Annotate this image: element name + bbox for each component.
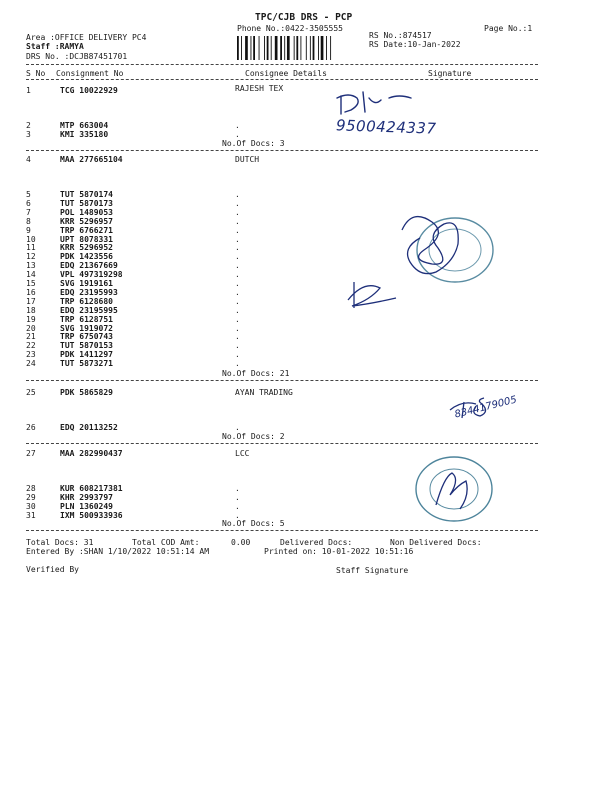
row-sno: 23 [26, 350, 36, 360]
row-sno: 4 [26, 155, 31, 164]
stamp-lcc [408, 455, 498, 525]
consignment-number: KUR 608217381 [60, 484, 123, 493]
rs-number: RS No.:874517 [369, 31, 432, 40]
verified-by: Verified By [26, 565, 79, 574]
consignment-number: EDQ 21367669 [60, 261, 118, 271]
divider [26, 150, 538, 151]
divider [26, 79, 538, 80]
dot-marker: . [235, 484, 240, 493]
barcode [237, 36, 359, 60]
consignment-number: KRR 5296952 [60, 243, 113, 253]
consignment-number: TUT 5873271 [60, 359, 113, 369]
consignment-number: TCG 10022929 [60, 86, 118, 95]
dot-marker: . [235, 261, 240, 271]
total-docs: Total Docs: 31 [26, 538, 94, 547]
column-header-consignment: Consignment No [56, 69, 124, 78]
drs-number: DRS No. :DCJB87451701 [26, 52, 128, 61]
total-cod-value: 0.00 [231, 538, 251, 547]
dot-marker: . [235, 359, 240, 369]
dot-marker: . [235, 234, 240, 244]
dot-marker: . [235, 493, 240, 502]
consignee-name: RAJESH TEX [235, 84, 284, 93]
dot-marker: . [235, 190, 240, 199]
row-sno: 7 [26, 207, 31, 217]
entered-by: Entered By :SHAN 1/10/2022 10:51:14 AM [26, 547, 210, 556]
dot-marker: . [235, 270, 240, 280]
dot-marker: . [235, 323, 240, 333]
handwritten-phone: 8344179005 [453, 394, 519, 421]
divider [26, 64, 538, 65]
consignment-number: PDK 1423556 [60, 252, 113, 262]
consignment-number: TRP 6766271 [60, 225, 113, 235]
consignment-number: KRR 5296957 [60, 216, 113, 226]
handwritten-phone: 9500424337 [335, 116, 437, 138]
row-sno: 9 [26, 225, 31, 235]
row-sno: 6 [26, 198, 31, 208]
row-sno: 11 [26, 243, 36, 253]
delivered-docs: Delivered Docs: [280, 538, 353, 547]
staff-signature: Staff Signature [336, 566, 409, 575]
total-cod-label: Total COD Amt: [132, 538, 200, 547]
consignee-name: DUTCH [235, 155, 260, 164]
row-sno: 21 [26, 332, 36, 342]
dot-marker: . [235, 279, 240, 288]
row-sno: 25 [26, 388, 36, 397]
consignment-number: TRP 6128751 [60, 314, 113, 324]
dot-marker: . [235, 341, 240, 351]
consignment-number: TUT 5870153 [60, 341, 113, 351]
row-sno: 27 [26, 449, 36, 458]
row-sno: 16 [26, 287, 36, 297]
dot-marker: . [235, 314, 240, 324]
docs-count: No.Of Docs: 5 [222, 519, 285, 528]
consignee-name: LCC [235, 449, 250, 458]
row-sno: 14 [26, 270, 36, 280]
document-title: TPC/CJB DRS - PCP [255, 12, 353, 23]
dot-marker: . [235, 243, 240, 253]
row-sno: 31 [26, 511, 36, 520]
row-sno: 12 [26, 252, 36, 262]
consignment-number: SVG 1919161 [60, 279, 113, 288]
divider [26, 530, 538, 531]
consignment-number: EDQ 20113252 [60, 423, 118, 432]
consignment-number: MAA 282990437 [60, 449, 123, 458]
docs-count: No.Of Docs: 2 [222, 432, 285, 441]
divider [26, 443, 538, 444]
area-label: Area :OFFICE DELIVERY PC4 [26, 33, 147, 42]
consignment-number: TUT 5870174 [60, 190, 113, 199]
row-sno: 24 [26, 359, 36, 369]
row-sno: 10 [26, 234, 36, 244]
dot-marker: . [235, 423, 240, 432]
row-sno: 17 [26, 296, 36, 306]
consignment-number: MAA 277665104 [60, 155, 123, 164]
row-sno: 15 [26, 279, 36, 288]
consignment-number: SVG 1919072 [60, 323, 113, 333]
dot-marker: . [235, 216, 240, 226]
dot-marker: . [235, 511, 240, 520]
signature-rajesh-tex [335, 86, 425, 118]
consignment-number: POL 1489053 [60, 207, 113, 217]
dot-marker: . [235, 121, 240, 130]
dot-marker: . [235, 502, 240, 511]
stamp-dutch [340, 200, 500, 330]
consignment-number: TRP 6750743 [60, 332, 113, 342]
docs-count: No.Of Docs: 3 [222, 139, 285, 148]
consignment-number: EDQ 23195995 [60, 305, 118, 315]
row-sno: 26 [26, 423, 36, 432]
row-sno: 19 [26, 314, 36, 324]
divider [26, 380, 538, 381]
dot-marker: . [235, 305, 240, 315]
row-sno: 22 [26, 341, 36, 351]
column-header-consignee: Consignee Details [245, 69, 327, 78]
page-number: Page No.:1 [484, 24, 533, 33]
row-sno: 1 [26, 86, 31, 95]
dot-marker: . [235, 207, 240, 217]
row-sno: 29 [26, 493, 36, 502]
consignment-number: UPT 8078331 [60, 234, 113, 244]
dot-marker: . [235, 332, 240, 342]
row-sno: 30 [26, 502, 36, 511]
row-sno: 28 [26, 484, 36, 493]
consignee-name: AYAN TRADING [235, 388, 293, 397]
dot-marker: . [235, 198, 240, 208]
consignment-number: PDK 1411297 [60, 350, 113, 360]
consignment-number: TRP 6128680 [60, 296, 113, 306]
consignment-number: KMI 335180 [60, 130, 109, 139]
docs-count: No.Of Docs: 21 [222, 369, 290, 378]
row-sno: 20 [26, 323, 36, 333]
column-header-sno: S No [26, 69, 46, 78]
row-sno: 2 [26, 121, 31, 130]
consignment-number: PLN 1360249 [60, 502, 113, 511]
row-sno: 3 [26, 130, 31, 139]
printed-on: Printed on: 10-01-2022 10:51:16 [264, 547, 414, 556]
row-sno: 5 [26, 190, 31, 199]
column-header-signature: Signature [428, 69, 472, 78]
dot-marker: . [235, 130, 240, 139]
dot-marker: . [235, 296, 240, 306]
consignment-number: TUT 5870173 [60, 198, 113, 208]
consignment-number: VPL 497319298 [60, 270, 123, 280]
dot-marker: . [235, 252, 240, 262]
consignment-number: PDK 5865829 [60, 388, 113, 397]
consignment-number: KHR 2993797 [60, 493, 113, 502]
phone-number: Phone No.:0422-3505555 [237, 24, 343, 33]
dot-marker: . [235, 225, 240, 235]
non-delivered-docs: Non Delivered Docs: [390, 538, 482, 547]
signature-ayan-trading [446, 394, 519, 426]
dot-marker: . [235, 287, 240, 297]
rs-date: RS Date:10-Jan-2022 [369, 40, 461, 49]
consignment-number: EDQ 23195993 [60, 287, 118, 297]
consignment-number: IXM 500933936 [60, 511, 123, 520]
consignment-number: MTP 663004 [60, 121, 109, 130]
row-sno: 18 [26, 305, 36, 315]
row-sno: 8 [26, 216, 31, 226]
staff-label: Staff :RAMYA [26, 42, 84, 51]
row-sno: 13 [26, 261, 36, 271]
dot-marker: . [235, 350, 240, 360]
